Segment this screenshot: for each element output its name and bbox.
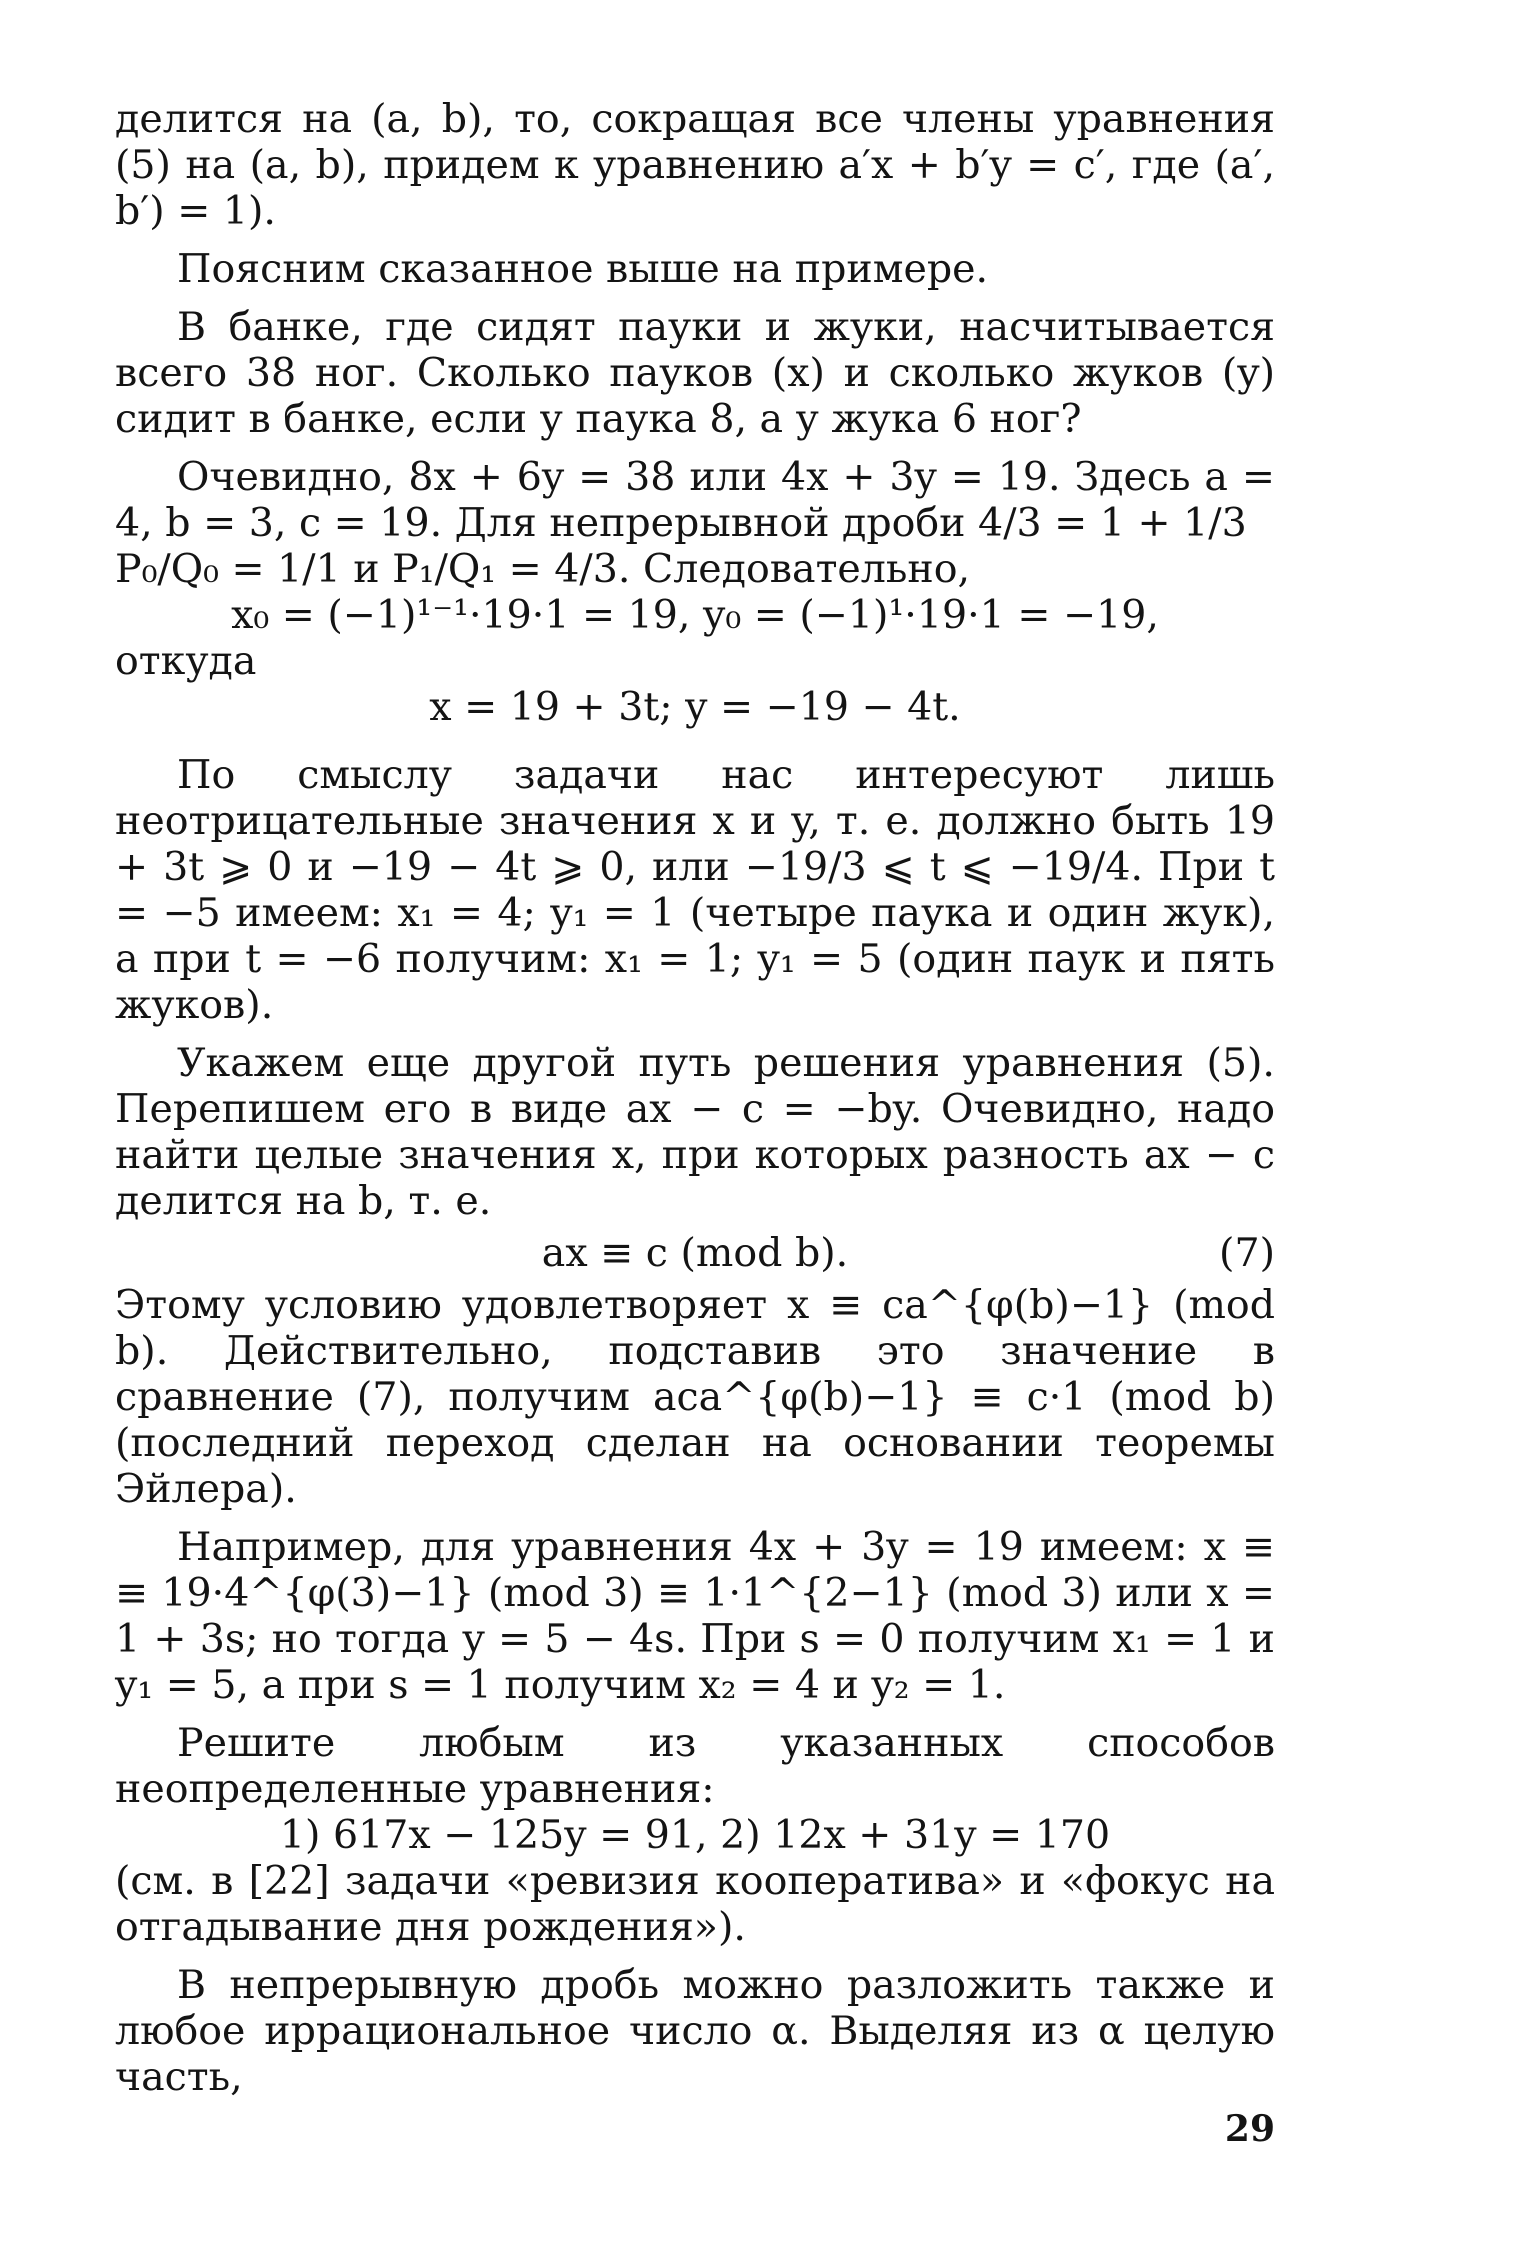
paragraph: делится на (a, b), то, сокращая все члены уравнения (5) на (a, b), придем к уравнению a′x + b′y = c′, где (a′, b′) = 1).: [115, 96, 1275, 234]
paragraph: Укажем еще другой путь решения уравнения (5). Перепишем его в виде ax − c = −by. Очевидно, надо найти целые значения x, при которых разность ax − c делится на b, т. е.: [115, 1040, 1275, 1224]
equation-number: (7): [1219, 1230, 1275, 1276]
paragraph: P₀/Q₀ = 1/1 и P₁/Q₁ = 4/3. Следовательно,: [115, 546, 971, 592]
paragraph: Решите любым из указанных способов неопределенные уравнения:: [115, 1720, 1275, 1812]
numbered-equation: [115, 1230, 1275, 1276]
page-number: 29: [1224, 2108, 1275, 2150]
paragraph: Например, для уравнения 4x + 3y = 19 имеем: x ≡ ≡ 19·4^{φ(3)−1} (mod 3) ≡ 1·1^{2−1} (mod 3) или x = 1 + 3s; но тогда y = 5 − 4s. При s = 0 получим x₁ = 1 и y₁ = 5, а при s = 1 получим x₂ = 4 и y₂ = 1.: [115, 1524, 1275, 1708]
paragraph: В банке, где сидят пауки и жуки, насчитывается всего 38 ног. Сколько пауков (x) и сколько жуков (y) сидит в банке, если у паука 8, а у жука 6 ног?: [115, 304, 1275, 442]
formula-line: x₀ = (−1)¹⁻¹·19·1 = 19, y₀ = (−1)¹·19·1 = −19,: [231, 592, 1159, 638]
formula-line: x = 19 + 3t; y = −19 − 4t.: [429, 684, 961, 730]
paragraph: Очевидно, 8x + 6y = 38 или 4x + 3y = 19. Здесь a = 4, b = 3, c = 19. Для непрерывной дроби 4/3 = 1 + 1/3: [115, 454, 1275, 546]
paragraph: Поясним сказанное выше на примере.: [177, 246, 989, 292]
text-column: [115, 96, 1275, 2100]
paragraph: Этому условию удовлетворяет x ≡ ca^{φ(b)−1} (mod b). Действительно, подставив это значение в сравнение (7), получим aca^{φ(b)−1} ≡ c·1 (mod b) (последний переход сделан на основании теоремы Эйлера).: [115, 1282, 1275, 1512]
paragraph: откуда: [115, 638, 257, 684]
paragraph: В непрерывную дробь можно разложить также и любое иррациональное число α. Выделяя из α целую часть,: [115, 1962, 1275, 2100]
formula-line: 1) 617x − 125y = 91, 2) 12x + 31y = 170: [279, 1812, 1111, 1858]
equation-body: ax ≡ c (mod b).: [541, 1230, 849, 1276]
paragraph: По смыслу задачи нас интересуют лишь неотрицательные значения x и y, т. е. должно быть 19 + 3t ⩾ 0 и −19 − 4t ⩾ 0, или −19/3 ⩽ t ⩽ −19/4. При t = −5 имеем: x₁ = 4; y₁ = 1 (четыре паука и один жук), а при t = −6 получим: x₁ = 1; y₁ = 5 (один паук и пять жуков).: [115, 752, 1275, 1028]
paragraph: (см. в [22] задачи «ревизия кооператива» и «фокус на отгадывание дня рождения»).: [115, 1858, 1275, 1950]
